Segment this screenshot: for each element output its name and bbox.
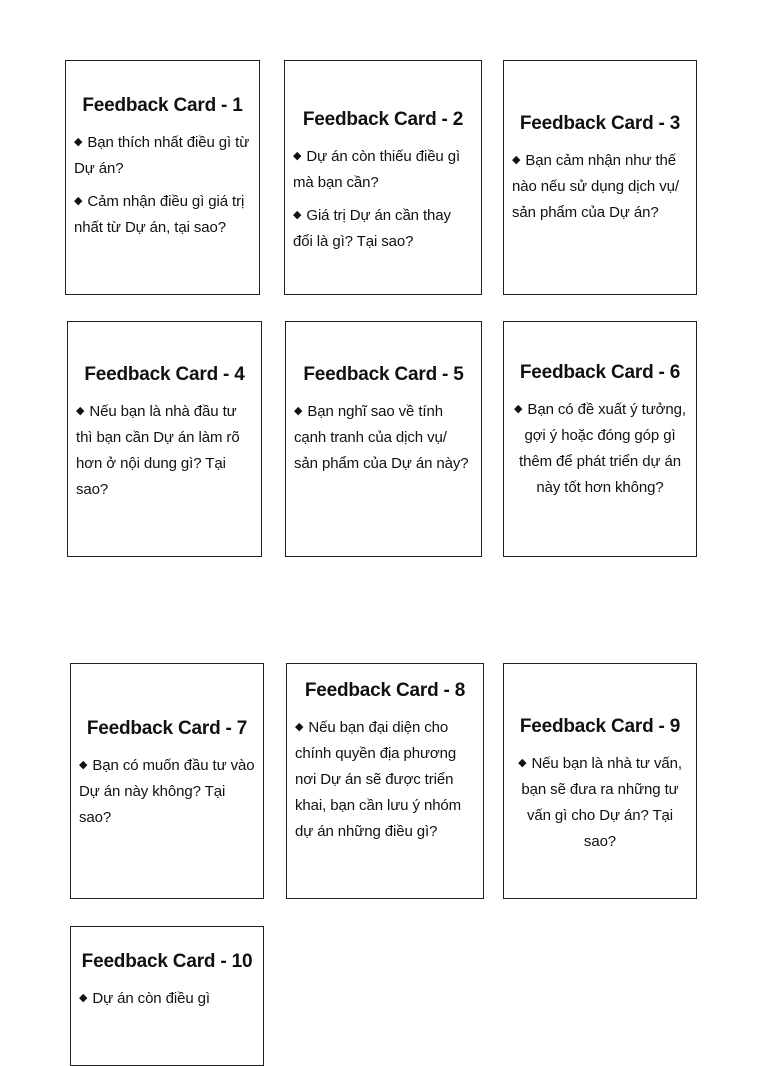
card-item: [76, 398, 253, 503]
card-item-text: Bạn có đề xuất ý tưởng, gợi ý hoặc đóng góp gì thêm để phát triển dự án này tốt hơn không?: [519, 401, 686, 496]
card-item-text: Giá trị Dự án cần thay đổi là gì? Tại sao?: [293, 207, 451, 250]
card-title: Feedback Card - 6: [519, 362, 681, 383]
card-item-text: Bạn thích nhất điều gì từ Dự án?: [74, 134, 250, 177]
diamond-bullet-icon: ◆: [293, 209, 302, 221]
feedback-card-7: [70, 663, 264, 899]
card-item-text: Bạn nghĩ sao về tính cạnh tranh của dịch vụ/ sản phẩm của Dự án này?: [294, 403, 469, 472]
card-title: Feedback Card - 10: [81, 951, 253, 972]
feedback-card-9: [503, 663, 697, 899]
card-item: [294, 398, 473, 477]
card-item-text: Cảm nhận điều gì giá trị nhất từ Dự án, tại sao?: [74, 193, 245, 236]
card-title: Feedback Card - 5: [303, 364, 464, 385]
feedback-card-1: [65, 60, 260, 295]
diamond-bullet-icon: ◆: [293, 150, 302, 162]
card-item: [74, 188, 251, 241]
card-item: [79, 752, 255, 831]
feedback-card-10: [70, 926, 264, 1066]
card-item-text: Nếu bạn là nhà tư vấn, bạn sẽ đưa ra những tư vấn gì cho Dự án? Tại sao?: [521, 755, 682, 850]
card-title: Feedback Card - 1: [82, 95, 243, 116]
diamond-bullet-icon: ◆: [518, 757, 527, 769]
card-item: [512, 147, 688, 226]
diamond-bullet-icon: ◆: [76, 405, 85, 417]
diamond-bullet-icon: ◆: [79, 759, 88, 771]
card-item-text: Dự án còn điều gì: [92, 990, 210, 1007]
card-item: [79, 985, 255, 1012]
card-item: [74, 129, 251, 182]
card-item: [512, 750, 688, 855]
card-title: Feedback Card - 3: [519, 113, 681, 134]
feedback-card-5: [285, 321, 482, 557]
card-item: [293, 143, 473, 196]
diamond-bullet-icon: ◆: [514, 403, 523, 415]
diamond-bullet-icon: ◆: [74, 195, 83, 207]
card-item-text: Nếu bạn đại diện cho chính quyền địa phương nơi Dự án sẽ được triển khai, bạn cần lưu ý nhóm dự án những điều gì?: [295, 719, 462, 840]
card-item-text: Dự án còn thiếu điều gì mà bạn cần?: [293, 148, 461, 191]
diamond-bullet-icon: ◆: [512, 154, 521, 166]
card-item-text: Nếu bạn là nhà đầu tư thì bạn cần Dự án làm rõ hơn ở nội dung gì? Tại sao?: [76, 403, 240, 498]
card-title: Feedback Card - 7: [86, 718, 248, 739]
diamond-bullet-icon: ◆: [295, 721, 304, 733]
card-item-text: Bạn cảm nhận như thế nào nếu sử dụng dịch vụ/ sản phẩm của Dự án?: [512, 152, 679, 221]
card-item: [295, 714, 475, 845]
diamond-bullet-icon: ◆: [74, 136, 83, 148]
diamond-bullet-icon: ◆: [79, 992, 88, 1004]
feedback-card-8: [286, 663, 484, 899]
feedback-card-3: [503, 60, 697, 295]
diamond-bullet-icon: ◆: [294, 405, 303, 417]
card-title: Feedback Card - 4: [84, 364, 245, 385]
feedback-card-6: [503, 321, 697, 557]
feedback-card-2: [284, 60, 482, 295]
card-item: [293, 202, 473, 255]
card-title: Feedback Card - 8: [304, 680, 466, 701]
card-title: Feedback Card - 2: [302, 109, 464, 130]
card-item-text: Bạn có muốn đầu tư vào Dự án này không? Tại sao?: [79, 757, 255, 826]
card-item: [512, 396, 688, 501]
card-title: Feedback Card - 9: [519, 716, 681, 737]
feedback-card-4: [67, 321, 262, 557]
